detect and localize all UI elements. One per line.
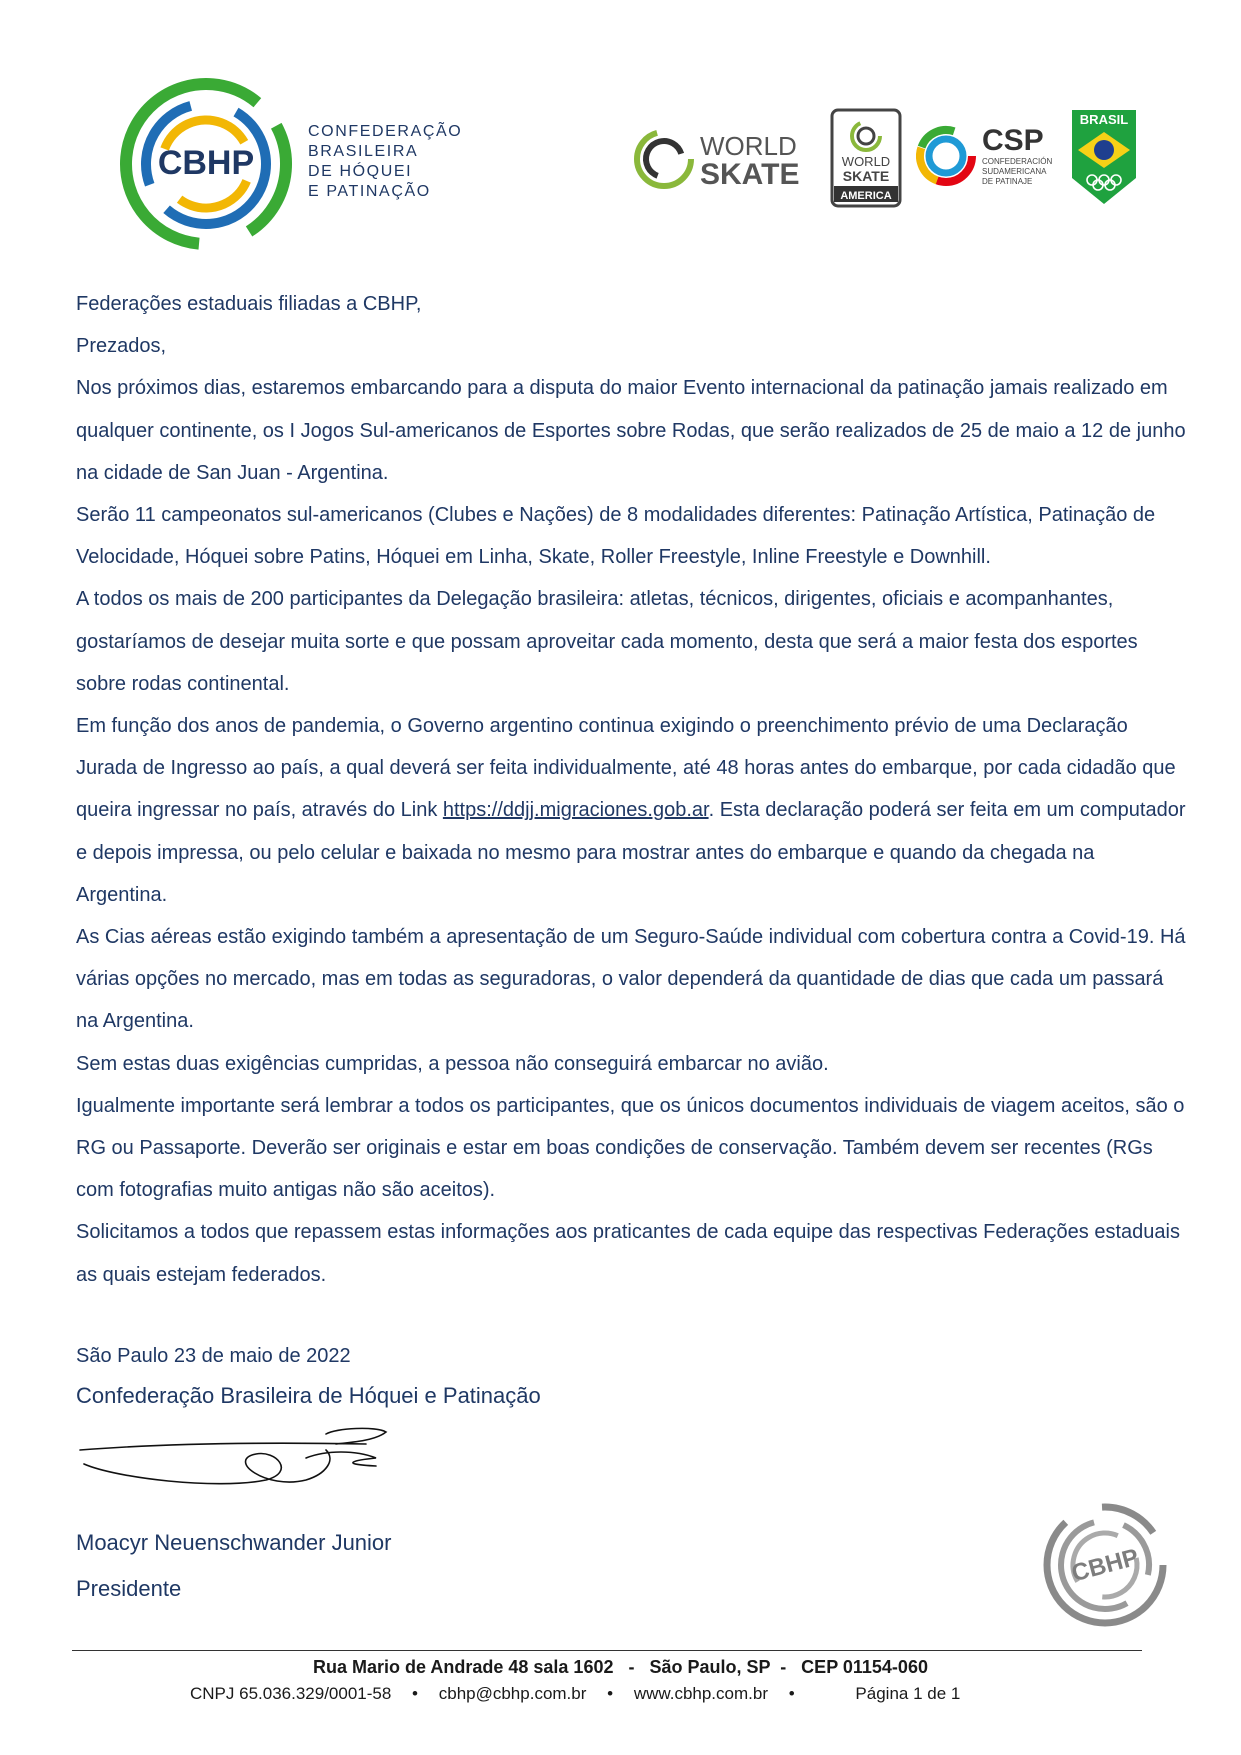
- world-skate-logo: [632, 124, 812, 194]
- signer-name: Moacyr Neuenschwander Junior: [76, 1530, 392, 1555]
- handwritten-signature: [76, 1420, 416, 1510]
- world-skate-word: WORLD: [700, 131, 797, 161]
- footer-email[interactable]: cbhp@cbhp.com.br: [438, 1684, 587, 1703]
- wsa-word: SKATE: [842, 168, 890, 184]
- footer-contact: [190, 1682, 1090, 1706]
- paragraph: [76, 705, 1186, 916]
- csp-abbr: CSP: [982, 124, 1044, 157]
- paragraph: Igualmente importante será lembrar a todos os participantes, que os únicos documentos individuais de viagem aceitos, são o RG ou Passaporte. Deverão ser originais e estar em boas condições de conservação. Também devem ser recentes (RGs com fotografias muito antigas não são aceitos).: [76, 1094, 1185, 1202]
- cbhp-name-line: CONFEDERAÇÃO: [308, 123, 463, 140]
- closing-block: [76, 1335, 541, 1411]
- world-skate-word: SKATE: [700, 158, 800, 191]
- organization-line: Confederação Brasileira de Hóquei e Patinação: [76, 1383, 541, 1408]
- footer-page-number: Página 1 de 1: [855, 1684, 961, 1703]
- footer-bullet: •: [788, 1684, 795, 1703]
- footer-bullet: •: [412, 1684, 418, 1703]
- paragraph: Solicitamos a todos que repassem estas informações aos praticantes de cada equipe das respectivas Federações estaduais as quais estejam federados.: [76, 1221, 1180, 1286]
- csp-line: DE PATINAJE: [982, 177, 1033, 186]
- wsa-word: WORLD: [841, 154, 891, 169]
- cbhp-name-line: E PATINAÇÃO: [308, 183, 431, 200]
- migraciones-link[interactable]: https://ddjj.migraciones.gob.ar: [442, 799, 709, 822]
- paragraph: Serão 11 campeonatos sul-americanos (Clubes e Nações) de 8 modalidades diferentes: Patinação Artística, Patinação de Velocidade, Hóquei sobre Patins, Hóquei em Linha, Skate, Roller Freestyle, Inline Freestyle e Downhill.: [76, 504, 1156, 569]
- signer-block: [76, 1520, 392, 1612]
- world-skate-america-logo: [830, 108, 902, 208]
- cbhp-logo-text: CBHP: [157, 144, 255, 182]
- salutation-recipients: Federações estaduais filiadas a CBHP,: [76, 293, 422, 315]
- footer-divider: [72, 1650, 1142, 1651]
- signer-title: Presidente: [76, 1576, 182, 1601]
- paragraph: Sem estas duas exigências cumpridas, a pessoa não conseguirá embarcar no avião.: [76, 1052, 829, 1075]
- wsa-word: AMERICA: [840, 190, 892, 202]
- paragraph: As Cias aéreas estão exigindo também a apresentação de um Seguro-Saúde individual com cobertura contra a Covid-19. Há várias opções no mercado, mas em todas as seguradoras, o valor dependerá da quantidade de dias que cada um passará na Argentina.: [76, 926, 1186, 1033]
- csp-logo: [916, 116, 1056, 196]
- csp-line: CONFEDERACIÓN: [982, 157, 1053, 166]
- paragraph-text: Em função dos anos de pandemia, o Governo argentino continua exigindo o preenchimento prévio de uma Declaração Jurada de Ingresso ao país, a qual deverá ser feita individualmente, até 48 horas antes do embarque, por cada cidadão que queira ingressar no país, através do Link: [76, 715, 1176, 822]
- cbhp-logo: [116, 74, 296, 254]
- date-line: São Paulo 23 de maio de 2022: [76, 1345, 351, 1367]
- paragraph-text: . Esta declaração poderá ser feita em um computador e depois impressa, ou pelo celular e baixada no mesmo para mostrar antes do embarque e quando da chegada na Argentina.: [76, 799, 1186, 906]
- cbhp-name-block: [308, 122, 462, 202]
- cbhp-seal: [1040, 1500, 1170, 1630]
- paragraph: Nos próximos dias, estaremos embarcando para a disputa do maior Evento internacional da patinação jamais realizado em qualquer continente, os I Jogos Sul-americanos de Esportes sobre Rodas, que serão realizados de 25 de maio a 12 de junho na cidade de San Juan - Argentina.: [76, 377, 1186, 484]
- footer-bullet: •: [607, 1684, 614, 1703]
- cbhp-name-line: DE HÓQUEI: [308, 163, 413, 180]
- footer-website[interactable]: www.cbhp.com.br: [633, 1684, 768, 1703]
- footer-address: Rua Mario de Andrade 48 sala 1602 - São Paulo, SP - CEP 01154-060: [313, 1657, 928, 1677]
- salutation: Prezados,: [76, 335, 167, 358]
- seal-text: CBHP: [1068, 1543, 1142, 1588]
- cbhp-name-line: BRASILEIRA: [308, 143, 419, 160]
- paragraph: A todos os mais de 200 participantes da Delegação brasileira: atletas, técnicos, dirigentes, oficiais e acompanhantes, gostaríamos de desejar muita sorte e que possam aproveitar cada momento, desta que será a maior festa dos esportes sobre rodas continental.: [76, 588, 1138, 695]
- csp-line: SUDAMERICANA: [982, 167, 1047, 176]
- letter-body: [76, 283, 1186, 1296]
- brasil-label: BRASIL: [1079, 112, 1129, 127]
- footer-cnpj: CNPJ 65.036.329/0001-58: [190, 1684, 392, 1703]
- brasil-olympic-logo: [1070, 108, 1138, 208]
